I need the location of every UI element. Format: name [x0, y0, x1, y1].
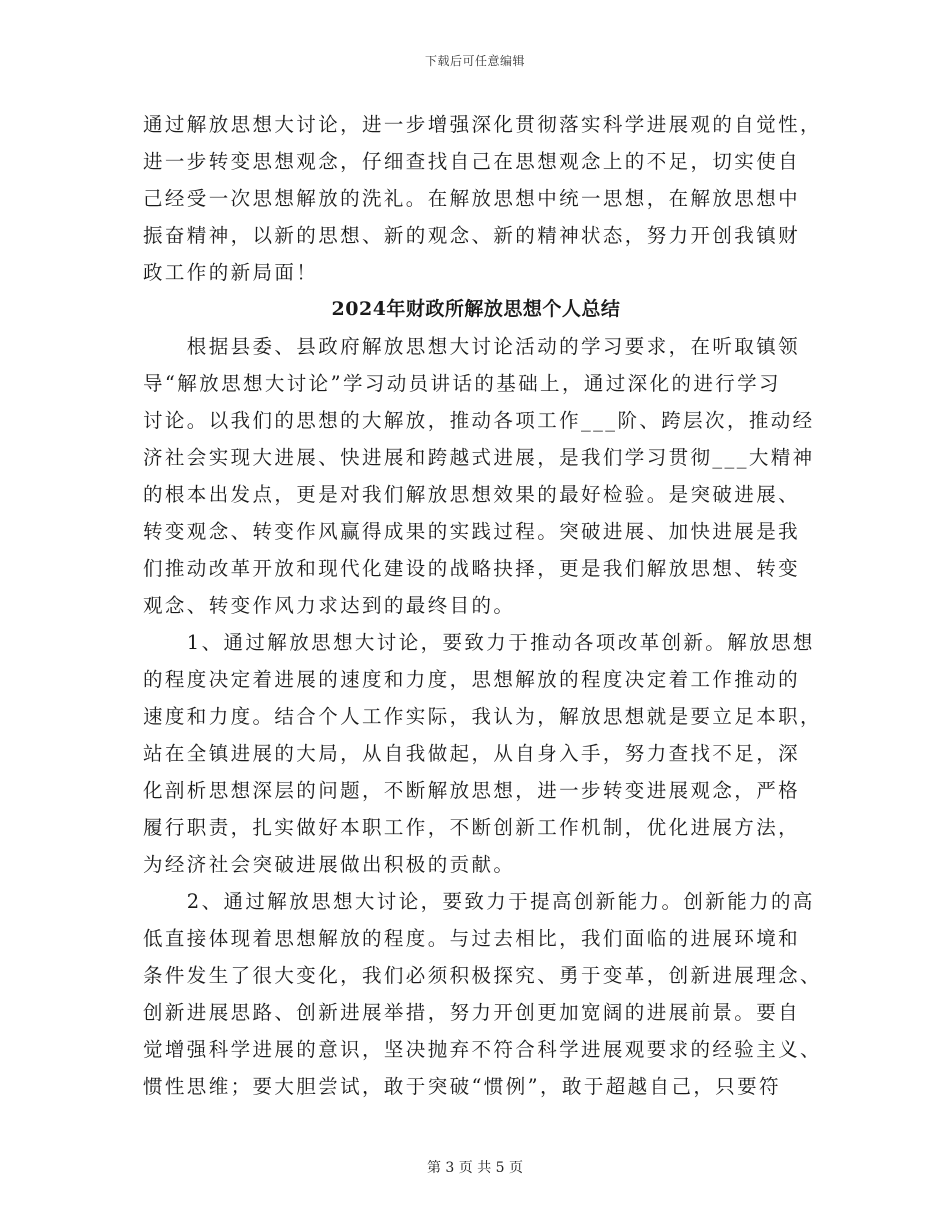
text-line: 低直接体现着思想解放的程度。与过去相比，我们面临的进展环境和: [143, 927, 801, 950]
text-line: 观念、转变作风力求达到的最终目的。: [143, 594, 516, 617]
text-line: 们推动改革开放和现代化建设的战略抉择，更是我们解放思想、转变: [143, 557, 801, 580]
text-line: 为经济社会突破进展做出积极的贡献。: [143, 853, 516, 876]
text-line: 1、通过解放思想大讨论，要致力于推动各项改革创新。解放思想: [143, 631, 815, 654]
text-line: 讨论。以我们的思想的大解放，推动各项工作___阶、跨层次，推动经: [143, 409, 815, 432]
text-line: 条件发生了很大变化，我们必须积极探究、勇于变革，创新进展理念、: [143, 964, 822, 987]
text-line: 导“解放思想大讨论”学习动员讲话的基础上，通过深化的进行学习: [143, 372, 781, 395]
text-line: 创新进展思路、创新进展举措，努力开创更加宽阔的进展前景。要自: [143, 1001, 801, 1024]
text-line: 惯性思维；要大胆尝试，敢于突破“惯例”，敢于超越自己，只要符: [143, 1075, 781, 1098]
intro-paragraph: [143, 106, 822, 291]
text-line: 站在全镇进展的大局，从自我做起，从自身入手，努力查找不足，深: [143, 742, 801, 765]
text-line: 2、通过解放思想大讨论，要致力于提高创新能力。创新能力的高: [143, 890, 815, 913]
document-title: 2024年财政所解放思想个人总结: [331, 298, 621, 320]
text-line: 化剖析思想深层的问题，不断解放思想，进一步转变进展观念，严格: [143, 779, 801, 802]
page-header: 下载后可任意编辑: [424, 54, 525, 68]
text-line: 的根本出发点，更是对我们解放思想效果的最好检验。是突破进展、: [143, 483, 801, 506]
page-footer: 第 3 页 共 5 页: [426, 1160, 524, 1176]
text-line: 履行职责，扎实做好本职工作，不断创新工作机制，优化进展方法，: [143, 816, 801, 839]
document-body: [143, 106, 822, 1105]
text-line: 速度和力度。结合个人工作实际，我认为，解放思想就是要立足本职，: [143, 705, 822, 728]
text-line: 根据县委、县政府解放思想大讨论活动的学习要求，在听取镇领: [143, 335, 801, 358]
text-line: 政工作的新局面！: [143, 261, 319, 284]
text-line: 济社会实现大进展、快进展和跨越式进展，是我们学习贯彻___大精神: [143, 446, 815, 469]
text-line: 觉增强科学进展的意识，坚决抛弃不符合科学进展观要求的经验主义、: [143, 1038, 822, 1061]
text-line: 己经受一次思想解放的洗礼。在解放思想中统一思想，在解放思想中: [143, 187, 801, 210]
text-line: 进一步转变思想观念，仔细查找自己在思想观念上的不足，切实使自: [143, 150, 801, 173]
text-line: 转变观念、转变作风赢得成果的实践过程。突破进展、加快进展是我: [143, 520, 801, 543]
paragraph-1: [143, 328, 815, 624]
paragraph-2: [143, 624, 822, 883]
text-line: 的程度决定着进展的速度和力度，思想解放的程度决定着工作推动的: [143, 668, 801, 691]
paragraph-3: [143, 883, 822, 1105]
text-line: 振奋精神，以新的思想、新的观念、新的精神状态，努力开创我镇财: [143, 224, 801, 247]
text-line: 通过解放思想大讨论，进一步增强深化贯彻落实科学进展观的自觉性，: [143, 113, 822, 136]
